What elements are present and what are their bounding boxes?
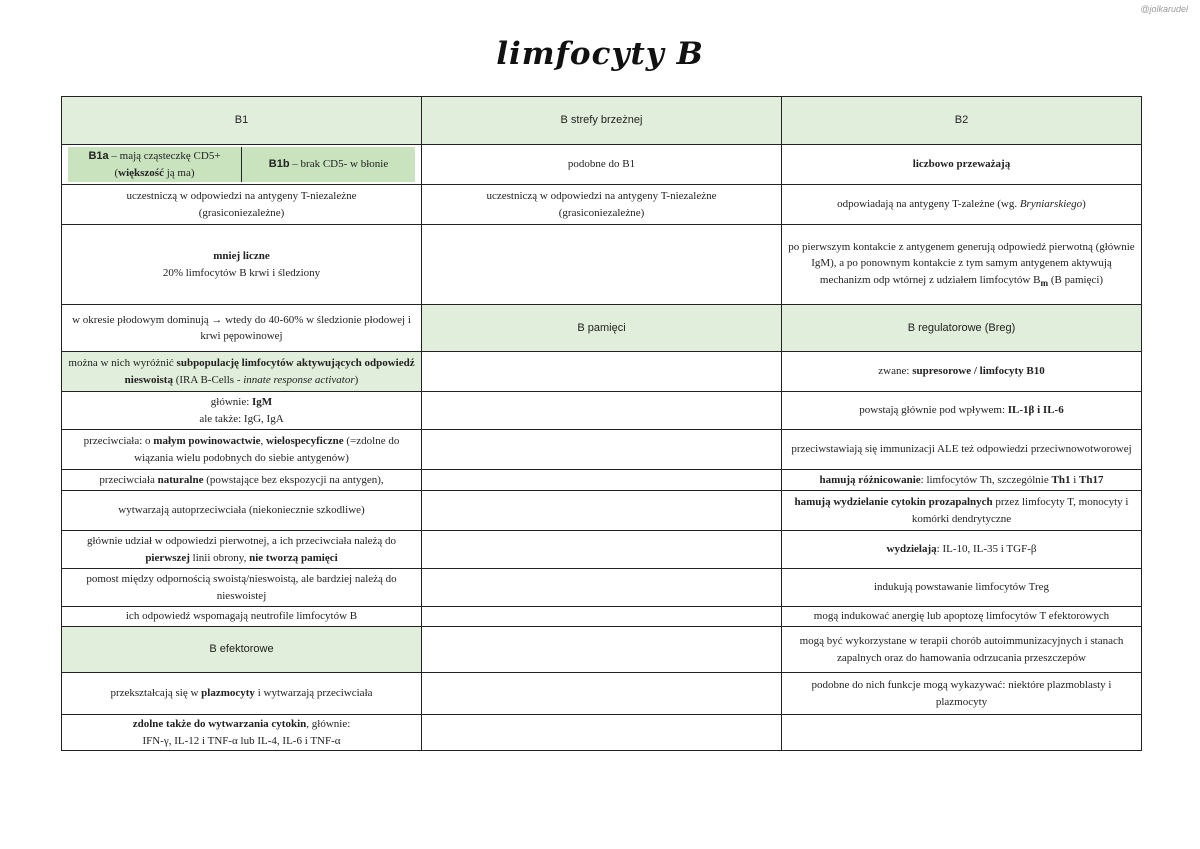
b1a-cell: B1a – mają cząsteczkę CD5+ (większość ją ma) <box>68 147 242 182</box>
b1-t-independent-cell: uczestniczą w odpowiedzi na antygeny T-niezależne (grasiconiezależne) <box>62 185 422 225</box>
b1-ira-cell: można w nich wyróżnić subpopulację limfocytów aktywujących odpowiedź nieswoistą (IRA B-Cells - innate response activator) <box>62 352 422 392</box>
empty-cell <box>422 715 782 751</box>
breg-cytokine-inhibition-cell: hamują wydzielanie cytokin prozapalnych przez limfocyty T, monocyty i komórki dendrytyczne <box>782 491 1142 531</box>
breg-oppose-cell: przeciwstawiają się immunizacji ALE też odpowiedzi przeciwnowotworowej <box>782 430 1142 470</box>
empty-cell <box>782 715 1142 751</box>
watermark: @jolkarudel <box>1140 4 1188 14</box>
lymphocyte-table <box>61 96 1142 751</box>
empty-cell <box>422 225 782 305</box>
page-title: limfocyty B <box>496 36 704 72</box>
header-memory: B pamięci <box>422 305 782 352</box>
breg-origin-cell: powstają głównie pod wpływem: IL-1β i IL-6 <box>782 392 1142 430</box>
effector-cytokines-cell: zdolne także do wytwarzania cytokin, głównie: IFN-γ, IL-12 i TNF-α lub IL-4, IL-6 i TNF-α <box>62 715 422 751</box>
breg-therapy-cell: mogą być wykorzystane w terapii chorób autoimmunizacyjnych i stanach zapalnych oraz do hamowania odrzucania przeszczepów <box>782 627 1142 673</box>
b1-less-numerous-cell: mniej liczne 20% limfocytów B krwi i śledziony <box>62 225 422 305</box>
b1-igm-cell: głównie: IgM ale także: IgG, IgA <box>62 392 422 430</box>
effector-plasmocytes-cell: przekształcają się w plazmocyty i wytwarzają przeciwciała <box>62 673 422 715</box>
empty-cell <box>422 607 782 627</box>
b2-t-dependent-cell: odpowiadają na antygeny T-zależne (wg. Bryniarskiego) <box>782 185 1142 225</box>
breg-differentiation-cell: hamują różnicowanie: limfocytów Th, szczególnie Th1 i Th17 <box>782 470 1142 491</box>
empty-cell <box>422 531 782 569</box>
b1-natural-cell: przeciwciała naturalne (powstające bez ekspozycji na antygen), <box>62 470 422 491</box>
empty-cell <box>422 430 782 470</box>
breg-secretion-cell: wydzielają: IL-10, IL-35 i TGF-β <box>782 531 1142 569</box>
b1-neutrophils-cell: ich odpowiedź wspomagają neutrofile limfocytów B <box>62 607 422 627</box>
empty-cell <box>422 627 782 673</box>
header-b1: B1 <box>62 97 422 145</box>
header-effector: B efektorowe <box>62 627 422 673</box>
b1-primary-response-cell: głównie udział w odpowiedzi pierwotnej, a ich przeciwciała należą do pierwszej linii obrony, nie tworzą pamięci <box>62 531 422 569</box>
b1b-cell: B1b – brak CD5- w błonie <box>242 147 416 182</box>
breg-treg-cell: indukują powstawanie limfocytów Treg <box>782 569 1142 607</box>
empty-cell <box>422 470 782 491</box>
empty-cell <box>422 569 782 607</box>
b2-predominant-cell: liczbowo przeważają <box>782 145 1142 185</box>
empty-cell <box>422 352 782 392</box>
breg-plasmoblasts-cell: podobne do nich funkcje mogą wykazywać: niektóre plazmoblasty i plazmocyty <box>782 673 1142 715</box>
empty-cell <box>422 491 782 531</box>
b2-response-cell: po pierwszym kontakcie z antygenem generują odpowiedź pierwotną (głównie IgM), a po ponownym kontakcie z tym samym antygenem aktywują mechanizm odp wtórnej z udziałem limfocytów $B_m$ (B pamięci) <box>782 225 1142 305</box>
empty-cell <box>422 673 782 715</box>
header-b2: B2 <box>782 97 1142 145</box>
breg-names-cell: zwane: supresorowe / limfocyty B10 <box>782 352 1142 392</box>
header-breg: B regulatorowe (Breg) <box>782 305 1142 352</box>
header-marginal-zone: B strefy brzeżnej <box>422 97 782 145</box>
b1-autoantibodies-cell: wytwarzają autoprzeciwciała (niekoniecznie szkodliwe) <box>62 491 422 531</box>
breg-anergy-cell: mogą indukować anergię lub apoptozę limfocytów T efektorowych <box>782 607 1142 627</box>
empty-cell <box>422 392 782 430</box>
marginal-similar-cell: podobne do B1 <box>422 145 782 185</box>
b1-bridge-cell: pomost między odpornością swoistą/nieswoistą, ale bardziej należą do nieswoistej <box>62 569 422 607</box>
b1-fetal-cell: w okresie płodowym dominują → wtedy do 40-60% w śledzionie płodowej i krwi pępowinowej <box>62 305 422 352</box>
marginal-t-independent-cell: uczestniczą w odpowiedzi na antygeny T-niezależne (grasiconiezależne) <box>422 185 782 225</box>
b1-subtypes-cell <box>62 145 422 185</box>
b1-antibodies-cell: przeciwciała: o małym powinowactwie, wielospecyficzne (=zdolne do wiązania wielu podobnych do siebie antygenów) <box>62 430 422 470</box>
